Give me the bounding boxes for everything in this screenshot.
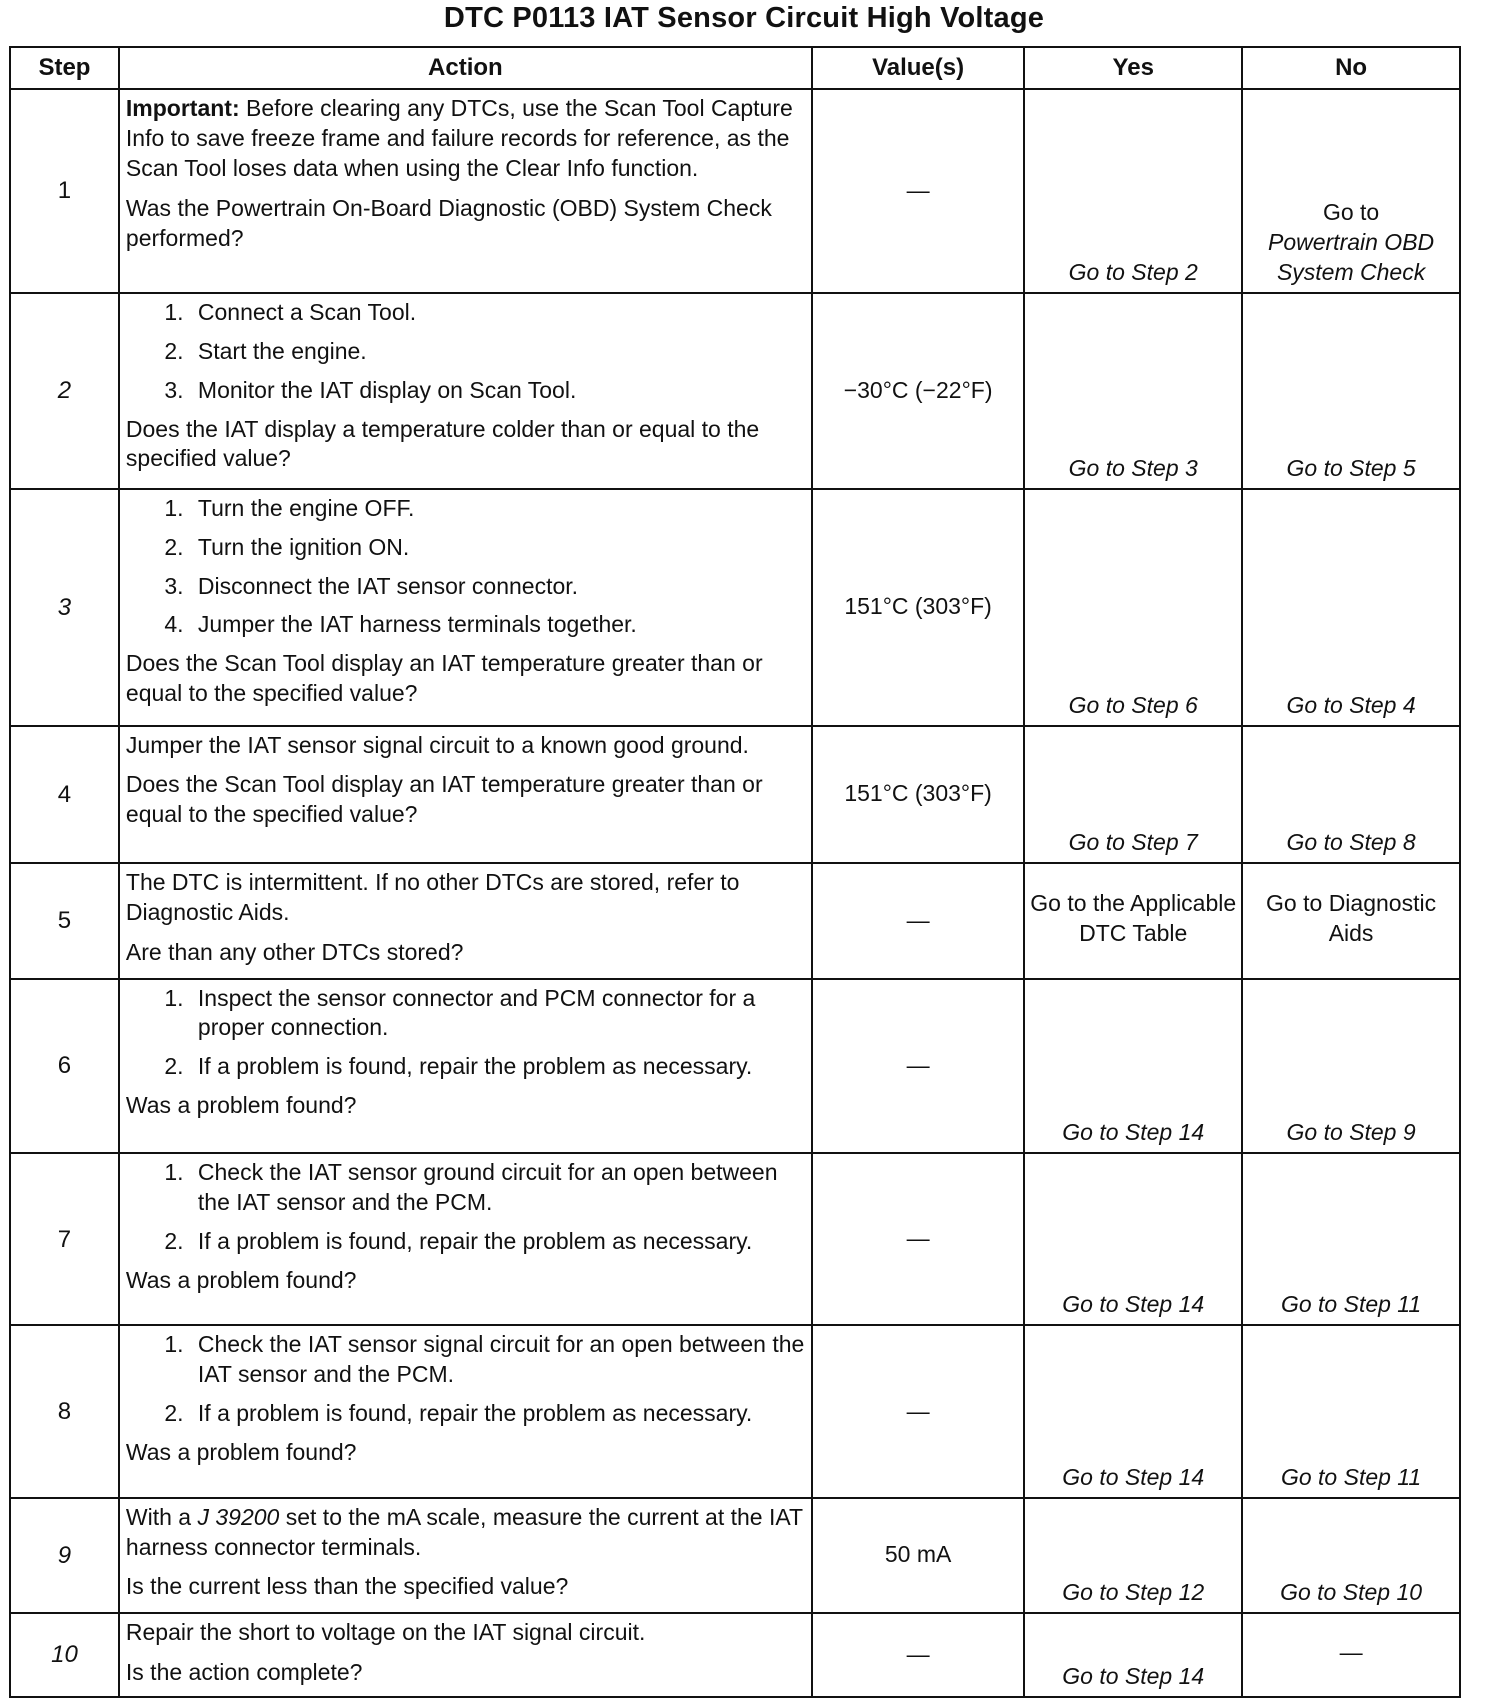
- action-cell: [119, 89, 812, 293]
- no-cell: Go to Diagnostic Aids: [1242, 863, 1460, 978]
- table-row: [10, 726, 1460, 864]
- action-list: [126, 494, 805, 641]
- step-number: 3: [10, 489, 119, 726]
- table-row: [10, 1498, 1460, 1613]
- page-title: DTC P0113 IAT Sensor Circuit High Voltage: [443, 2, 1045, 34]
- action-question: Was a problem found?: [125, 1438, 357, 1465]
- no-cell: Go to Step 8: [1242, 726, 1460, 864]
- list-item: 2. Start the engine.: [190, 337, 805, 367]
- tool-name: J 39200: [197, 1503, 280, 1530]
- step-number: 4: [10, 726, 119, 864]
- action-list: [126, 1330, 805, 1429]
- action-text-post: set to the mA scale, measure the current at the IAT harness connector terminals.: [125, 1503, 803, 1560]
- no-goto: Go to: [1322, 199, 1380, 226]
- list-item: 2. If a problem is found, repair the problem as necessary.: [190, 1227, 805, 1257]
- action-cell: [119, 1325, 812, 1497]
- step-number: 7: [10, 1153, 119, 1325]
- yes-cell: Go to Step 14: [1024, 1153, 1242, 1325]
- table-row: [10, 1613, 1460, 1697]
- header-yes: Yes: [1024, 47, 1242, 89]
- no-cell: Go to Step 4: [1242, 489, 1460, 726]
- step-number: 9: [10, 1498, 119, 1613]
- action-question: Is the current less than the specified value?: [125, 1573, 569, 1600]
- value-cell: 151°C (303°F): [812, 489, 1024, 726]
- header-step: Step: [10, 47, 119, 89]
- important-text: Before clearing any DTCs, use the Scan Tool Capture Info to save freeze frame and failure records for reference, as the Scan Tool loses data when using the Clear Info function.: [125, 95, 793, 181]
- table-row: [10, 89, 1460, 293]
- header-row: [10, 47, 1460, 89]
- yes-cell: Go to Step 14: [1024, 979, 1242, 1153]
- action-text: [126, 1503, 805, 1563]
- value-cell: 50 mA: [812, 1498, 1024, 1613]
- table-row: [10, 979, 1460, 1153]
- action-question: Are than any other DTCs stored?: [125, 939, 464, 966]
- action-question: Does the IAT display a temperature colder than or equal to the specified value?: [125, 415, 760, 472]
- action-important: [126, 94, 805, 184]
- step-number: 5: [10, 863, 119, 978]
- value-cell: —: [812, 89, 1024, 293]
- yes-cell: Go to Step 12: [1024, 1498, 1242, 1613]
- action-question: Was the Powertrain On-Board Diagnostic (OBD) System Check performed?: [125, 194, 772, 251]
- value-cell: —: [812, 1325, 1024, 1497]
- action-question: Is the action complete?: [125, 1658, 363, 1685]
- diagnostic-table: [9, 46, 1461, 1698]
- no-cell: Go to Step 11: [1242, 1153, 1460, 1325]
- action-list: [126, 984, 805, 1083]
- no-cell: Go to Step 11: [1242, 1325, 1460, 1497]
- value-cell: —: [812, 1153, 1024, 1325]
- step-number: 6: [10, 979, 119, 1153]
- table-row: [10, 489, 1460, 726]
- value-cell: —: [812, 979, 1024, 1153]
- list-item: 1. Check the IAT sensor ground circuit for an open between the IAT sensor and the PCM.: [190, 1158, 805, 1218]
- action-text-pre: With a: [125, 1503, 198, 1530]
- list-item: 3. Monitor the IAT display on Scan Tool.: [190, 376, 805, 406]
- action-list: [126, 298, 805, 406]
- action-cell: [119, 293, 812, 489]
- header-no: No: [1242, 47, 1460, 89]
- yes-cell: Go to Step 14: [1024, 1325, 1242, 1497]
- action-question: Does the Scan Tool display an IAT temperature greater than or equal to the specified value?: [125, 771, 763, 828]
- action-list: [126, 1158, 805, 1257]
- action-question: Was a problem found?: [125, 1092, 357, 1119]
- value-cell: −30°C (−22°F): [812, 293, 1024, 489]
- action-text: Jumper the IAT sensor signal circuit to a known good ground.: [125, 731, 749, 758]
- list-item: 1. Connect a Scan Tool.: [190, 298, 805, 328]
- action-cell: [119, 1153, 812, 1325]
- yes-cell: Go to Step 14: [1024, 1613, 1242, 1697]
- action-cell: [119, 1613, 812, 1697]
- action-question: Was a problem found?: [125, 1266, 357, 1293]
- yes-cell: Go to the Applicable DTC Table: [1024, 863, 1242, 978]
- action-question: Does the Scan Tool display an IAT temperature greater than or equal to the specified value?: [125, 650, 763, 707]
- value-cell: 151°C (303°F): [812, 726, 1024, 864]
- list-item: 2. If a problem is found, repair the problem as necessary.: [190, 1052, 805, 1082]
- header-values: Value(s): [812, 47, 1024, 89]
- list-item: 3. Disconnect the IAT sensor connector.: [190, 572, 805, 602]
- table-row: [10, 1153, 1460, 1325]
- list-item: 1. Check the IAT sensor signal circuit for an open between the IAT sensor and the PCM.: [190, 1330, 805, 1390]
- action-cell: [119, 863, 812, 978]
- action-cell: [119, 489, 812, 726]
- action-cell: [119, 979, 812, 1153]
- table-row: [10, 1325, 1460, 1497]
- list-item: 1. Inspect the sensor connector and PCM connector for a proper connection.: [190, 984, 805, 1044]
- header-action: Action: [119, 47, 812, 89]
- list-item: 1. Turn the engine OFF.: [190, 494, 805, 524]
- action-text: Repair the short to voltage on the IAT signal circuit.: [125, 1618, 646, 1645]
- step-number: 2: [10, 293, 119, 489]
- step-number: 10: [10, 1613, 119, 1697]
- no-cell: Go to Step 10: [1242, 1498, 1460, 1613]
- list-item: 2. If a problem is found, repair the problem as necessary.: [190, 1399, 805, 1429]
- yes-cell: Go to Step 7: [1024, 726, 1242, 864]
- value-cell: —: [812, 1613, 1024, 1697]
- no-cell: —: [1242, 1613, 1460, 1697]
- yes-cell: Go to Step 3: [1024, 293, 1242, 489]
- action-cell: [119, 1498, 812, 1613]
- yes-cell: Go to Step 2: [1024, 89, 1242, 293]
- table-row: [10, 293, 1460, 489]
- action-cell: [119, 726, 812, 864]
- list-item: 2. Turn the ignition ON.: [190, 533, 805, 563]
- no-cell: Go to Step 9: [1242, 979, 1460, 1153]
- table-row: [10, 863, 1460, 978]
- important-label: Important:: [125, 95, 240, 121]
- no-cell: [1242, 89, 1460, 293]
- no-target: Powertrain OBD System Check: [1267, 229, 1435, 285]
- no-cell: Go to Step 5: [1242, 293, 1460, 489]
- list-item: 4. Jumper the IAT harness terminals together.: [190, 610, 805, 640]
- value-cell: —: [812, 863, 1024, 978]
- step-number: 1: [10, 89, 119, 293]
- step-number: 8: [10, 1325, 119, 1497]
- yes-cell: Go to Step 6: [1024, 489, 1242, 726]
- action-text: The DTC is intermittent. If no other DTCs are stored, refer to Diagnostic Aids.: [125, 869, 740, 926]
